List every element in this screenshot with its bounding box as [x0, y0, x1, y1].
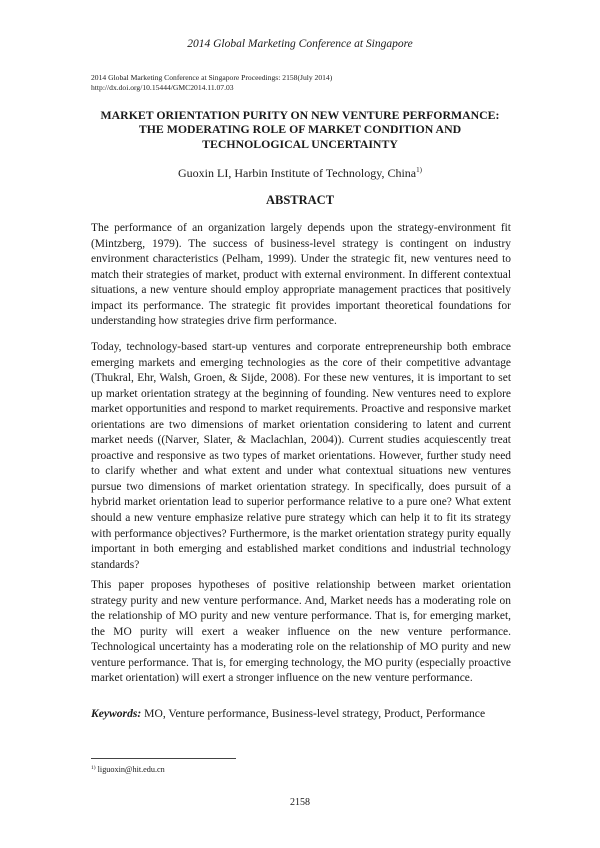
- title-line-1: MARKET ORIENTATION PURITY ON NEW VENTURE PERFORMANCE:: [100, 108, 500, 122]
- author-footnote-mark: 1): [416, 166, 422, 174]
- footnote-mark: 1): [91, 765, 96, 771]
- paper-title: [60, 108, 540, 151]
- title-line-3: TECHNOLOGICAL UNCERTAINTY: [202, 136, 398, 151]
- footnote-email: liguoxin@hit.edu.cn: [95, 765, 165, 774]
- doi-link[interactable]: http://dx.doi.org/10.15444/GMC2014.11.07.03: [91, 82, 234, 92]
- abstract-paragraph-1: The performance of an organization largely depends upon the strategy-environment fit (Mintzberg, 1979). The success of business-level strategy is contingent on industry environment characteristics (Pelham, 1999). Under the strategic fit, new ventures need to match their strategies of market, product with external environment. In different contextual situations, a new venture should employ appropriate management practices that positively impact its performance. The strategic fit provides important theoretical foundations for understanding how strategies drive firm performance.: [91, 222, 511, 328]
- proceedings-info: [91, 73, 332, 92]
- keywords: [91, 707, 521, 720]
- abstract-paragraph-3: This paper proposes hypotheses of positive relationship between market orientation strategy purity and new venture performance. And, Market needs has a moderating role on the relationship of MO purity and new venture performance. That is, for emerging market, the MO purity will exert a weaker influence on the new venture performance. Technological uncertainty has a moderating role on the relationship of MO purity and new venture performance. That is, for emerging technology, the MO purity (especially proactive market orientation) will exert a stronger influence on the new venture performance.: [91, 579, 511, 685]
- abstract-heading: ABSTRACT: [265, 193, 335, 207]
- footnote: [91, 765, 165, 774]
- keywords-list: MO, Venture performance, Business-level strategy, Product, Performance: [141, 707, 486, 720]
- abstract-paragraph-2: Today, technology-based start-up ventures and corporate entrepreneurship both embrace emerging markets and emerging technologies as the core of their competitive advantage (Thukral, Ehr, Walsh, Groen, & Sijde, 2008). For these new ventures, it is important to set up market orientation strategy at the beginning of founding. New ventures need to explore market opportunities and respond to market requirements. Proactive and responsive market orientations are two dimensions of market orientation considering to latent and current market needs ((Narver, Slater, & Maclachlan, 2004)). Current studies acquiescently treat proactive and responsive as two types of market orientations. However, further study need to clarify whether and what extent and under what contextual situations new ventures pursue two dimensions of market orientation strategy. In specifically, does pursuit of a hybrid market orientation lead to superior performance relative to a pure one? What extent should a new venture emphasize relative pure strategy which can help it to fit its strategy with performance objectives? Furthermore, is the market orientation strategy purity equally important in both emerging and established market conditions and industrial technology standards?: [91, 341, 511, 571]
- keywords-label: Keywords:: [91, 707, 142, 720]
- author-text: Guoxin LI, Harbin Institute of Technology, China: [178, 166, 417, 180]
- page-number: 2158: [290, 797, 310, 808]
- proceedings-citation: 2014 Global Marketing Conference at Singapore Proceedings: 2158(July 2014): [91, 73, 333, 82]
- conference-header: 2014 Global Marketing Conference at Singapore: [187, 38, 413, 50]
- author-line: [0, 166, 600, 181]
- title-line-2: THE MODERATING ROLE OF MARKET CONDITION AND: [138, 122, 462, 137]
- footnote-divider: [91, 758, 236, 759]
